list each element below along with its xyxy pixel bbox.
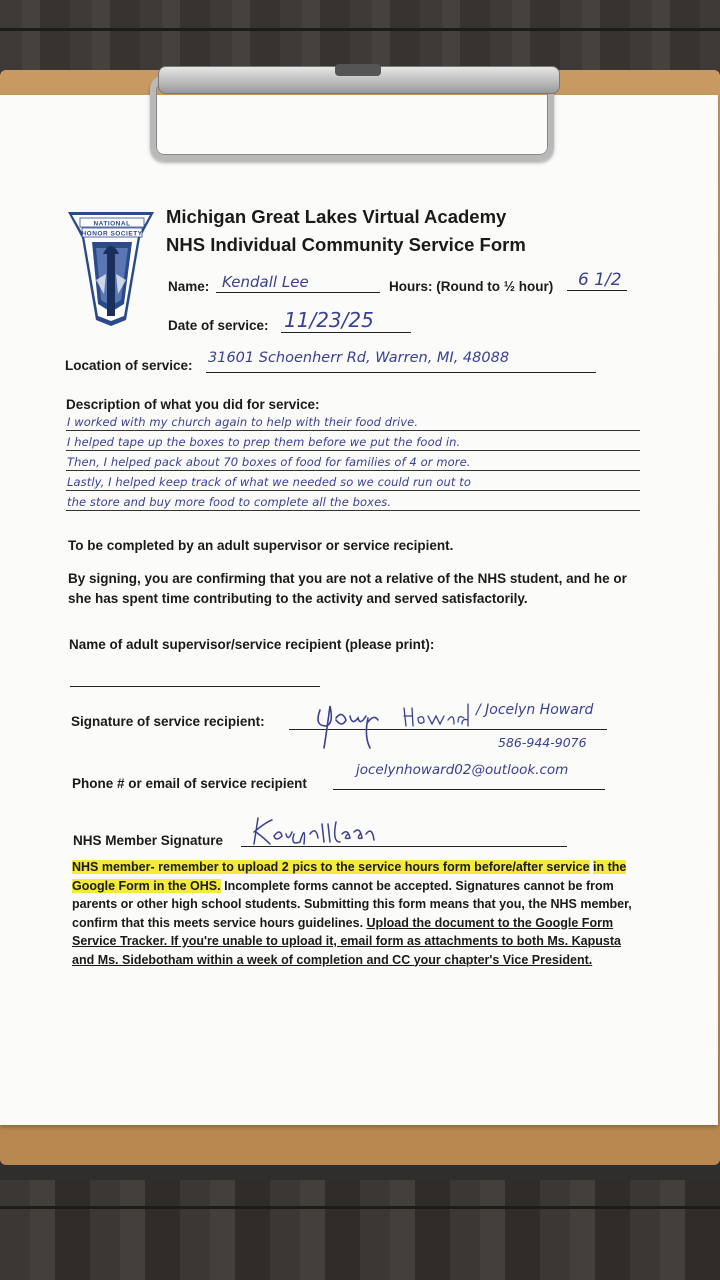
notice-text: Incomplete forms cannot be accepted. Signatures cannot be from parents or other high school students. Submitting this form means that you, the NHS member, confirm that this meets service hours guidelines. bbox=[72, 878, 632, 930]
logo-text-bottom: HONOR SOCIETY bbox=[81, 230, 143, 238]
phone-handwritten[interactable]: 586-944-9076 bbox=[498, 735, 587, 750]
wood-seam bbox=[0, 28, 720, 31]
signature-label: Signature of service recipient: bbox=[71, 714, 265, 729]
date-value[interactable]: 11/23/25 bbox=[284, 308, 374, 332]
supervisor-heading: To be completed by an adult supervisor or service recipient. bbox=[68, 538, 454, 553]
date-label: Date of service: bbox=[168, 318, 269, 333]
hours-label: Hours: (Round to ½ hour) bbox=[389, 279, 554, 294]
description-line bbox=[66, 450, 640, 451]
name-line bbox=[216, 292, 380, 293]
contact-value[interactable]: jocelynhoward02@outlook.com bbox=[356, 762, 569, 778]
description-line bbox=[66, 470, 640, 471]
logo-text-top: NATIONAL bbox=[93, 220, 131, 228]
member-signature-mark[interactable] bbox=[244, 812, 394, 852]
school-title: Michigan Great Lakes Virtual Academy bbox=[166, 206, 507, 227]
description-line bbox=[66, 490, 640, 491]
signature-printed[interactable]: / Jocelyn Howard bbox=[476, 702, 594, 718]
contact-line bbox=[333, 789, 605, 790]
description-text[interactable]: the store and buy more food to complete all the boxes. bbox=[67, 495, 392, 509]
description-text[interactable]: Then, I helped pack about 70 boxes of food for families of 4 or more. bbox=[67, 455, 471, 469]
recipient-signature-mark[interactable] bbox=[312, 696, 472, 752]
supervisor-name-line[interactable] bbox=[70, 686, 320, 687]
notice-highlight-1: NHS member- remember to upload 2 pics to the service hours form before/after service bbox=[72, 860, 590, 874]
name-value[interactable]: Kendall Lee bbox=[222, 273, 309, 291]
notice-underlined: Upload the document to the Google Form Service Tracker. If you're unable to upload it, email form as attachments to both Ms. Kapusta and Ms. Sidebotham within a week of completion and CC your chapter's Vice President. bbox=[72, 915, 621, 967]
wood-seam bbox=[0, 1206, 720, 1209]
location-value[interactable]: 31601 Schoenherr Rd, Warren, MI, 48088 bbox=[208, 350, 510, 366]
description-line bbox=[66, 510, 640, 511]
location-line bbox=[206, 372, 596, 373]
wood-table-bottom bbox=[0, 1180, 720, 1280]
notice-highlight-2: in the Google Form in the OHS. bbox=[72, 860, 627, 893]
description-text[interactable]: I helped tape up the boxes to prep them before we put the food in. bbox=[67, 435, 461, 449]
name-label: Name: bbox=[168, 279, 210, 294]
description-text[interactable]: Lastly, I helped keep track of what we needed so we could run out to bbox=[67, 475, 471, 489]
notice-paragraph bbox=[72, 858, 642, 969]
nhs-logo bbox=[66, 208, 156, 326]
confirm-text: By signing, you are confirming that you are not a relative of the NHS student, and he or she has spent time contributing to the activity and served satisfactorily. bbox=[68, 571, 627, 606]
description-text[interactable]: I worked with my church again to help with their food drive. bbox=[67, 415, 419, 429]
form-title: NHS Individual Community Service Form bbox=[166, 234, 526, 255]
description-label: Description of what you did for service: bbox=[66, 397, 320, 412]
supervisor-name-label: Name of adult supervisor/service recipient (please print): bbox=[69, 637, 435, 652]
hours-value[interactable]: 6 1/2 bbox=[578, 270, 622, 290]
location-label: Location of service: bbox=[65, 358, 193, 373]
contact-label: Phone # or email of service recipient bbox=[72, 776, 307, 791]
description-line bbox=[66, 430, 640, 431]
clip-rivet bbox=[335, 64, 381, 76]
hours-line bbox=[567, 290, 627, 291]
date-line bbox=[281, 332, 411, 333]
member-signature-label: NHS Member Signature bbox=[73, 833, 224, 848]
